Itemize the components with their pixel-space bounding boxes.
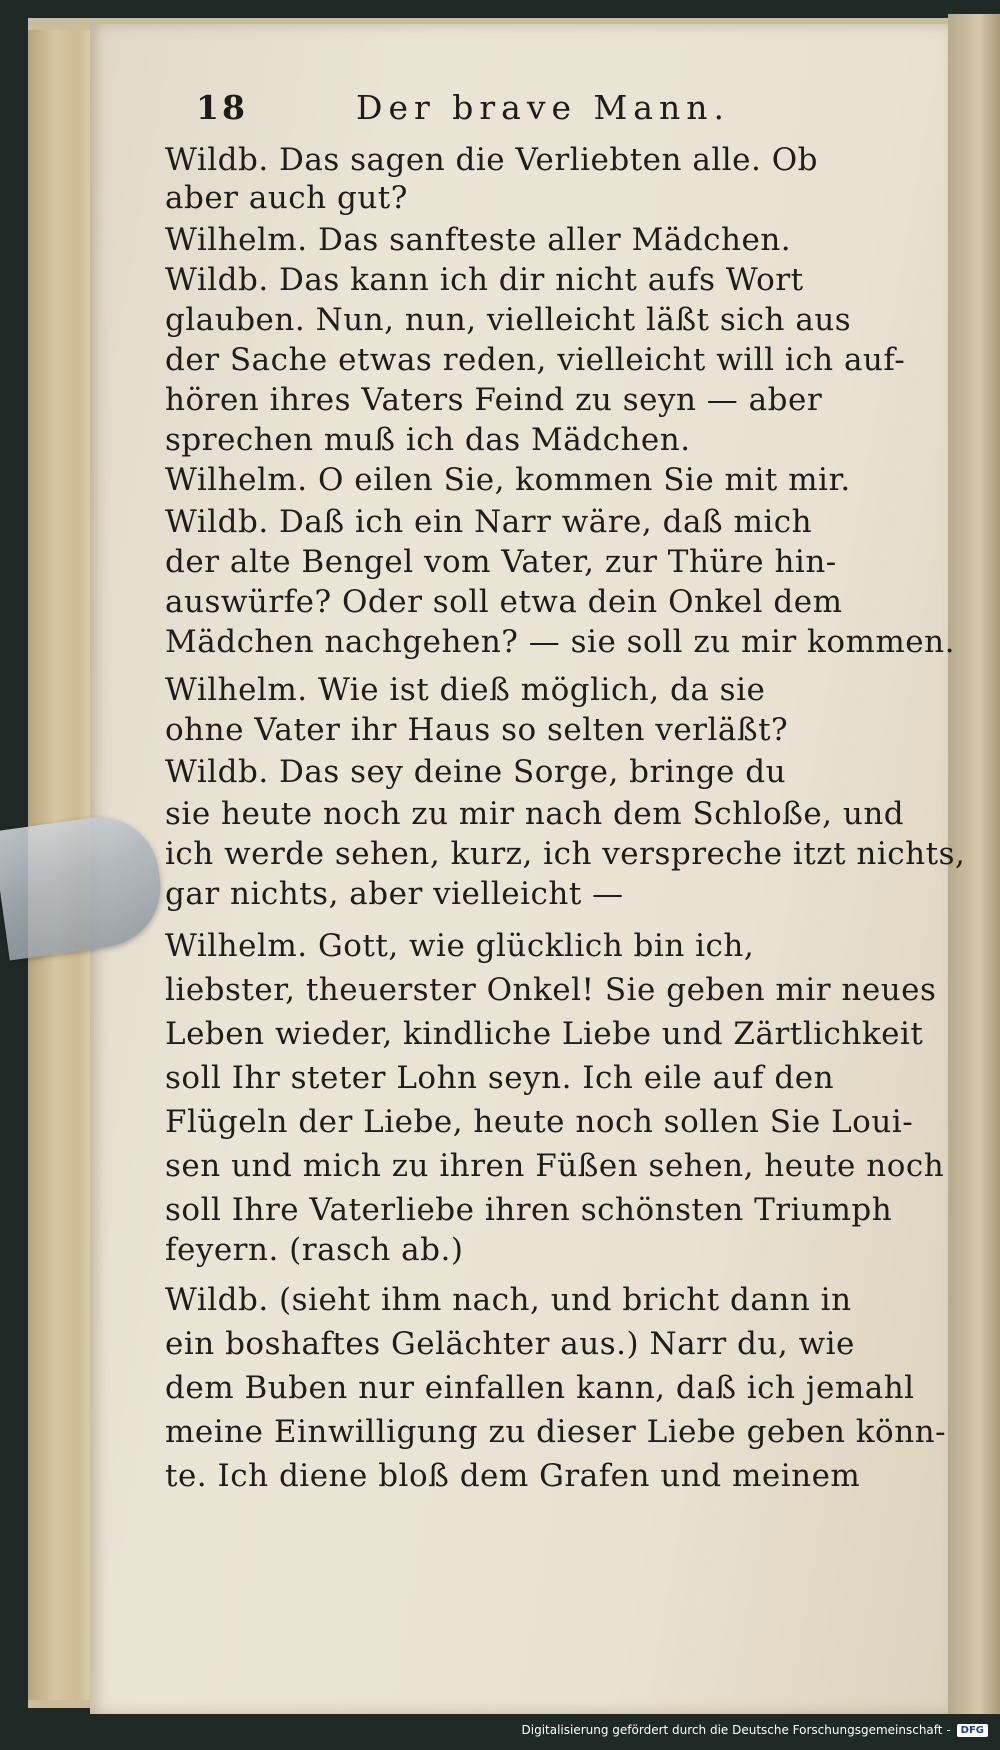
text-line: Flügeln der Liebe, heute noch sollen Sie Loui- (165, 1104, 914, 1140)
text-line: sen und mich zu ihren Füßen sehen, heute noch (165, 1148, 945, 1184)
text-line: Leben wieder, kindliche Liebe und Zärtlichkeit (165, 1016, 924, 1052)
text-line: hören ihres Vaters Feind zu seyn — aber (165, 382, 823, 418)
text-line: Wildb. Das sey deine Sorge, bringe du (165, 754, 787, 790)
text-line: ein boshaftes Gelächter aus.) Narr du, wie (165, 1326, 855, 1362)
text-line: aber auch gut? (165, 180, 408, 216)
text-line: Mädchen nachgehen? — sie soll zu mir kommen. (165, 624, 955, 660)
text-line: liebster, theuerster Onkel! Sie geben mir neues (165, 972, 937, 1008)
text-line: feyern. (rasch ab.) (165, 1232, 464, 1268)
text-line: gar nichts, aber vielleicht — (165, 876, 624, 912)
digitization-credit (522, 1718, 989, 1742)
text-line: der alte Bengel vom Vater, zur Thüre hin- (165, 544, 837, 580)
text-line: dem Buben nur einfallen kann, daß ich jemahl (165, 1370, 915, 1406)
credit-text: Digitalisierung gefördert durch die Deutsche Forschungsgemeinschaft - (521, 1723, 951, 1737)
text-line: soll Ihr steter Lohn seyn. Ich eile auf den (165, 1060, 835, 1096)
text-line: glauben. Nun, nun, vielleicht läßt sich aus (165, 302, 852, 338)
running-title: Der brave Mann. (356, 88, 730, 127)
page-header (196, 88, 836, 138)
text-line: Wildb. Das kann ich dir nicht aufs Wort (165, 262, 804, 298)
text-line: Wildb. Das sagen die Verliebten alle. Ob (165, 142, 818, 178)
text-line: meine Einwilligung zu dieser Liebe geben könn- (165, 1414, 947, 1450)
text-line: Wilhelm. Wie ist dieß möglich, da sie (165, 672, 766, 708)
dfg-logo-icon: DFG (957, 1724, 988, 1737)
body-text (165, 140, 1000, 1540)
text-line: Wildb. (sieht ihm nach, und bricht dann in (165, 1282, 852, 1318)
text-line: Wildb. Daß ich ein Narr wäre, daß mich (165, 504, 813, 540)
text-line: Wilhelm. Gott, wie glücklich bin ich, (165, 928, 755, 964)
text-line: der Sache etwas reden, vielleicht will ich auf- (165, 342, 906, 378)
text-line: soll Ihre Vaterliebe ihren schönsten Triumph (165, 1192, 893, 1228)
text-line: Wilhelm. Das sanfteste aller Mädchen. (165, 222, 792, 258)
text-line: te. Ich diene bloß dem Grafen und meinem (165, 1458, 861, 1494)
text-line: sprechen muß ich das Mädchen. (165, 422, 691, 458)
page-number: 18 (196, 88, 248, 127)
text-line: sie heute noch zu mir nach dem Schloße, und (165, 796, 905, 832)
text-line: ohne Vater ihr Haus so selten verläßt? (165, 712, 789, 748)
text-line: auswürfe? Oder soll etwa dein Onkel dem (165, 584, 843, 620)
text-line: ich werde sehen, kurz, ich verspreche itzt nichts, (165, 836, 966, 872)
text-line: Wilhelm. O eilen Sie, kommen Sie mit mir. (165, 462, 851, 498)
